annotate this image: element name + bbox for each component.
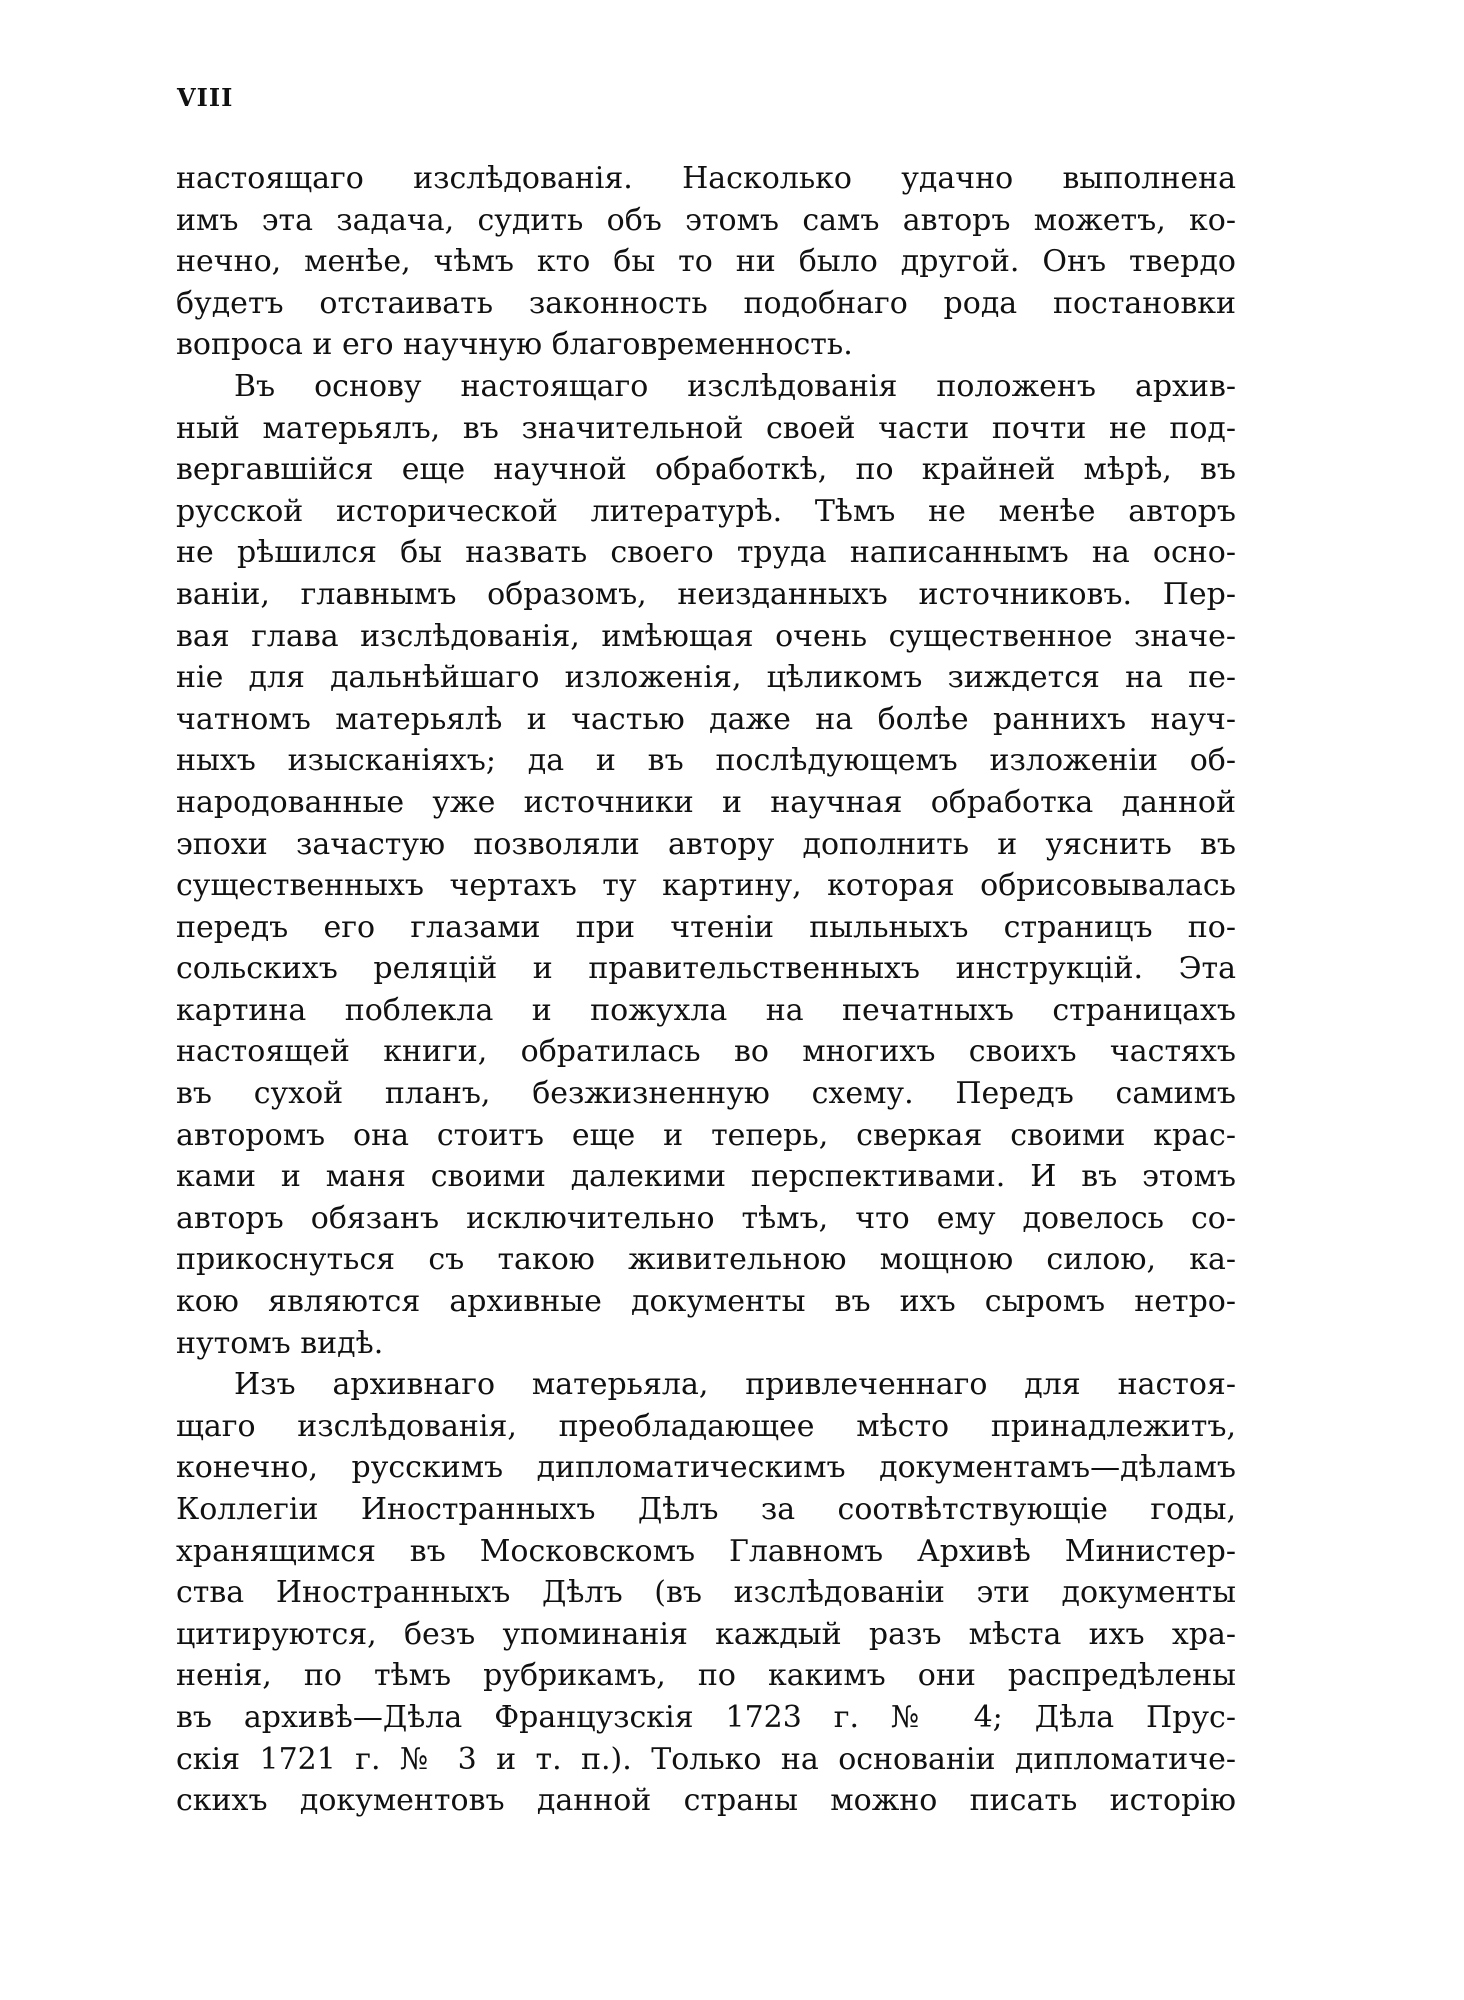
text-line: Изъ архивнаго матерьяла, привлеченнаго для настоя- [234,1367,1236,1403]
text-line: настоящаго изслѣдованія. Насколько удачно выполнена [176,161,1236,196]
text-line: кою являются архивные документы въ ихъ сыромъ нетро- [176,1284,1236,1320]
text-line: скихъ документовъ данной страны можно писать исторію [176,1783,1236,1819]
text-line: авторомъ она стоитъ еще и теперь, сверкая своими крас- [176,1117,1236,1153]
text-line: сольскихъ реляцій и правительственныхъ инструкцій. Эта [176,951,1236,987]
text-line: ніе для дальнѣйшаго изложенія, цѣликомъ зиждется на пе- [176,660,1236,696]
text-line: авторъ обязанъ исключительно тѣмъ, что ему довелось со- [176,1200,1236,1236]
text-line: въ сухой планъ, безжизненную схему. Передъ самимъ [176,1076,1236,1112]
text-line: вопроса и его научную благовременность. [176,327,853,363]
paragraph [176,366,1236,1364]
text-line: русской исторической литературѣ. Тѣмъ не менѣе авторъ [176,493,1236,529]
text-line: ками и маня своими далекими перспективами. И въ этомъ [176,1159,1236,1195]
text-line: будетъ отстаивать законность подобнаго рода постановки [176,285,1236,321]
text-line: народованные уже источники и научная обработка данной [176,784,1236,820]
text-line: ненія, по тѣмъ рубрикамъ, по какимъ они распредѣлены [176,1658,1236,1694]
text-line: имъ эта задача, судить объ этомъ самъ авторъ можетъ, ко- [176,202,1236,238]
text-line: Въ основу настоящаго изслѣдованія положенъ архив- [234,368,1236,404]
text-line: вая глава изслѣдованія, имѣющая очень существенное значе- [176,618,1236,654]
text-line: прикоснуться съ такою живительною мощною силою, ка- [176,1242,1236,1278]
text-line: не рѣшился бы назвать своего труда написаннымъ на осно- [176,535,1236,571]
text-line: хранящимся въ Московскомъ Главномъ Архивѣ Министер- [176,1533,1236,1569]
text-line: ваніи, главнымъ образомъ, неизданныхъ источниковъ. Пер- [176,576,1236,612]
text-line: ныхъ изысканіяхъ; да и въ послѣдующемъ изложеніи об- [176,743,1236,779]
text-line: эпохи зачастую позволяли автору дополнить и уяснить въ [176,826,1236,862]
paragraph [176,158,1236,366]
text-line: нечно, менѣе, чѣмъ кто бы то ни было другой. Онъ твердо [176,244,1236,280]
text-line: Коллегіи Иностранныхъ Дѣлъ за соотвѣтствующіе годы, [176,1492,1236,1527]
text-line: нутомъ видѣ. [176,1325,384,1361]
page-number: VIII [177,83,234,112]
text-line: ства Иностранныхъ Дѣлъ (въ изслѣдованіи эти документы [176,1575,1236,1611]
text-body [176,158,1236,1822]
text-line: вергавшійся еще научной обработкѣ, по крайней мѣрѣ, въ [176,452,1236,488]
text-line: скія 1721 г. № 3 и т. п.). Только на основаніи дипломатиче- [176,1741,1236,1777]
text-line: передъ его глазами при чтеніи пыльныхъ страницъ по- [176,909,1236,945]
text-line: цитируются, безъ упоминанія каждый разъ мѣста ихъ хра- [176,1616,1236,1652]
text-line: ный матерьялъ, въ значительной своей части почти не под- [176,410,1236,446]
text-line: конечно, русскимъ дипломатическимъ документамъ—дѣламъ [176,1450,1236,1486]
text-line: щаго изслѣдованія, преобладающее мѣсто принадлежитъ, [176,1408,1236,1444]
text-line: картина поблекла и пожухла на печатныхъ страницахъ [176,992,1236,1028]
text-line: въ архивѣ—Дѣла Французскія 1723 г. № 4; Дѣла Прус- [176,1699,1236,1735]
text-line: настоящей книги, обратилась во многихъ своихъ частяхъ [176,1034,1236,1070]
paragraph [176,1364,1236,1822]
text-line: чатномъ матерьялѣ и частью даже на болѣе раннихъ науч- [176,701,1236,737]
text-line: существенныхъ чертахъ ту картину, которая обрисовывалась [176,868,1236,904]
